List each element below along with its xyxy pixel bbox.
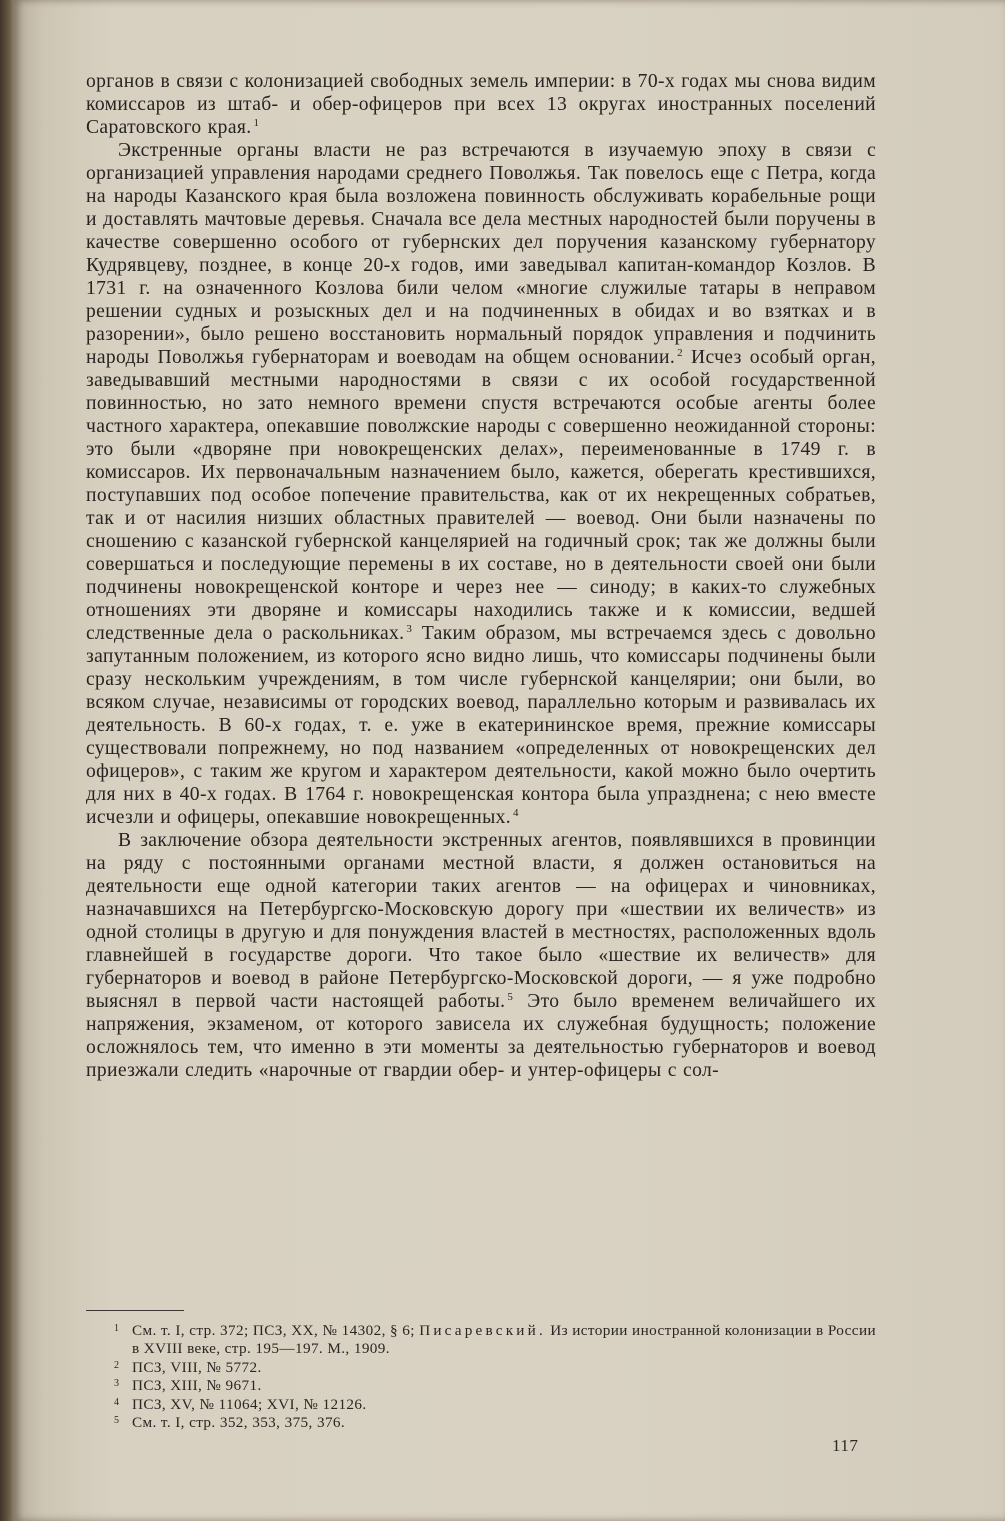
- footnote-1: [86, 1322, 876, 1359]
- footnote-2-text: ПСЗ, VIII, № 5772.: [132, 1358, 262, 1376]
- footnote-1-text: [118, 1322, 876, 1359]
- paragraph-2-text-c: Таким образом, мы встречаемся здесь с довольно запутанным положением, из которого ясно видно лишь, что комиссары подчинены были сразу нескольким учреждениям, в том числе губернской канцелярии; они были, во всяком случае, независимы от городских воевод, параллельно которым и развивалась их деятельность. В 60-х годах, т. е. уже в екатерининское время, прежние комиссары существовали попрежнему, но под названием «определенных от новокрещенских дел офицеров», с таким же кругом и характером деятельности, какой можно было очертить для них в 40-х годах. В 1764 г. новокрещенская контора была упразднена; с нею вместе исчезли и офицеры, опекавшие новокрещенных.: [86, 623, 876, 828]
- footnote-5-text: См. т. I, стр. 352, 353, 375, 376.: [132, 1414, 346, 1432]
- footnote-ref-4: 4: [512, 807, 519, 819]
- footnote-2: [86, 1359, 876, 1377]
- footnote-1-citation: См. т. I, стр. 372; ПСЗ, XX, № 14302, § 6;: [132, 1322, 415, 1339]
- footnote-ref-3: 3: [406, 623, 413, 635]
- footnotes: [86, 1322, 876, 1432]
- paragraph-2: [86, 139, 876, 829]
- footnote-5-mark: 5: [114, 1415, 120, 1427]
- paragraph-2-text-b: Исчез особый орган, заведывавший местными народностями в связи с их особой государственной повинностью, но зато немного времени спустя встречаются особые агенты более частного характера, опекавшие поволжские народы с совершенно неожиданной стороны: это были «дворяне при новокрещенских делах», переименованные в 1749 г. в комиссаров. Их первоначальным назначением было, кажется, оберегать крестившихся, поступавших под особое попечение правительства, как от их некрещенных собратьев, так и от насилия низших областных правителей — воевод. Они были назначены по сношению с казанской губернской канцелярией на годичный срок; так же должны были совершаться и последующие перемены в их составе, но в деятельности своей они были подчинены новокрещенской конторе и через нее — синоду; в каких-то служебных отношениях эти дворяне и комиссары находились также и к комиссии, ведшей следственные дела о раскольниках.: [86, 347, 877, 644]
- paragraph-3: [86, 829, 876, 1082]
- footnote-1-title: Из истории иностранной колонизации в России в XVIII веке, стр. 195—197. М., 1909.: [132, 1322, 876, 1358]
- footnote-4-mark: 4: [114, 1396, 120, 1408]
- paragraph-1-text: органов в связи с колонизацией свободных земель империи: в 70-х годах мы снова видим комиссаров из штаб- и обер-офицеров при всех 13 округах иностранных поселений Саратовского края.: [86, 71, 877, 138]
- footnote-5: [86, 1414, 876, 1432]
- footnote-ref-1: 1: [253, 117, 260, 129]
- page-number: 117: [832, 1436, 859, 1455]
- paragraph-1: [86, 70, 876, 139]
- footnote-ref-5: 5: [507, 991, 514, 1003]
- paragraph-2-text-a: Экстренные органы власти не раз встречаются в изучаемую эпоху в связи с организацией управления народами среднего Поволжья. Так повелось еще с Петра, когда на народы Казанского края была возложена повинность обслуживать корабельные рощи и доставлять мачтовые деревья. Сначала все дела местных народностей были поручены в качестве совершенно особого от губернских дел поручения казанскому губернатору Кудрявцеву, позднее, в конце 20-х годов, ими заведывал капитан-командор Козлов. В 1731 г. на означенного Козлова били челом «многие служилые татары в неправом решении судных и розыскных дел и на подчиненных в обидах и во взятках и в разорении», было решено восстановить нормальный порядок управления и подчинить народы Поволжья губернаторам и воеводам на общем основании.: [86, 140, 876, 368]
- footnote-1-mark: 1: [114, 1323, 120, 1334]
- paragraph-3-text-b: Это было временем величайшего их напряжения, экзаменом, от которого зависела их служебная будущность; положение осложнялось тем, что именно в эти моменты за деятельностью губернаторов и воевод приезжали следить «нарочные от гвардии обер- и унтер-офицеры с сол-: [86, 991, 876, 1081]
- footnote-2-mark: 2: [114, 1359, 120, 1371]
- footnote-4: [86, 1396, 876, 1414]
- footnote-3: [86, 1377, 876, 1395]
- footnote-ref-2: 2: [677, 347, 683, 359]
- footnote-4-text: ПСЗ, XV, № 11064; XVI, № 12126.: [132, 1395, 367, 1413]
- footnote-1-author: Писаревский.: [419, 1322, 546, 1339]
- footnote-3-text: ПСЗ, XIII, № 9671.: [132, 1377, 262, 1395]
- main-text: [86, 70, 876, 1082]
- paragraph-3-text-a: В заключение обзора деятельности экстренных агентов, появлявшихся в провинции на ряду с постоянными органами местной власти, я должен остановиться на деятельности еще одной категории таких агентов — на офицерах и чиновниках, назначавшихся на Петербургско-Московскую дорогу при «шествии их величеств» из одной столицы в другую и для понуждения властей в местностях, расположенных вдоль главнейшей в государстве дороги. Что такое было «шествие их величеств» для губернаторов и воевод в районе Петербургско-Московской дороги, — я уже подробно выяснял в первой части настоящей работы.: [86, 830, 876, 1012]
- footnote-divider: [86, 1310, 184, 1311]
- footnote-3-mark: 3: [114, 1378, 120, 1390]
